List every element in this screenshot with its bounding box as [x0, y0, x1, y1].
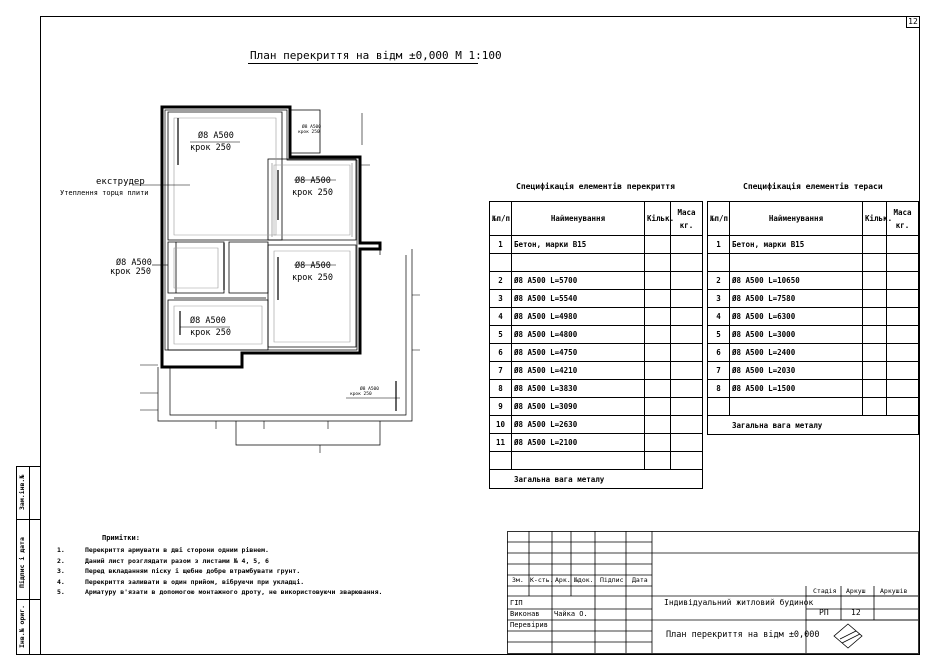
row-mass — [671, 254, 703, 272]
row-mass — [887, 236, 919, 254]
spec-terrace-h-name: Найменування — [730, 202, 863, 236]
stamp-project: Індивідуальний житловий будинок — [664, 598, 814, 607]
label-step-small2: крок 250 — [350, 392, 372, 397]
row-name — [512, 254, 645, 272]
stamp-sheet-title: План перекриття на відм ±0,000 — [666, 630, 820, 640]
row-name: Ø8 А500 L=4750 — [512, 344, 645, 362]
row-number: 6 — [708, 344, 730, 362]
spec-floor-h-mass2: кг. — [679, 220, 694, 230]
spec-terrace-body — [708, 236, 919, 416]
row-qty — [645, 362, 671, 380]
row-number: 7 — [708, 362, 730, 380]
label-insulation: Утеплення торця плити — [60, 189, 149, 197]
row-name: Ø8 А500 L=3000 — [730, 326, 863, 344]
note-number: 3. — [57, 567, 65, 575]
spec-floor-h-num: №п/п — [490, 202, 512, 236]
stamp-checked: Перевірив — [510, 621, 548, 629]
row-mass — [671, 416, 703, 434]
stamp-author: Виконав — [510, 610, 540, 618]
table-row — [708, 290, 919, 308]
row-number: 2 — [708, 272, 730, 290]
label-step-c: крок 250 — [110, 267, 151, 277]
table-row — [490, 236, 703, 254]
table-row — [708, 398, 919, 416]
note-item — [57, 577, 382, 588]
row-mass — [887, 254, 919, 272]
row-name: Ø8 А500 L=4210 — [512, 362, 645, 380]
row-number: 7 — [490, 362, 512, 380]
stamp-col-doc: №док. — [574, 576, 594, 584]
side-signature: Підпис і дата — [18, 537, 26, 588]
table-row — [490, 362, 703, 380]
row-number — [708, 398, 730, 416]
row-number: 8 — [708, 380, 730, 398]
stamp-stage-label: Стадія — [813, 587, 837, 595]
row-qty — [863, 344, 887, 362]
note-item — [57, 587, 382, 598]
row-qty — [863, 236, 887, 254]
note-number: 1. — [57, 546, 65, 554]
row-number: 3 — [490, 290, 512, 308]
table-row — [490, 380, 703, 398]
sheet-number-box: 12 — [906, 16, 919, 28]
row-name: Ø8 А500 L=4800 — [512, 326, 645, 344]
spec-terrace-h-qty: Кільк. — [863, 202, 887, 236]
row-number: 1 — [490, 236, 512, 254]
spec-terrace-title: Специфікація елементів тераси — [743, 182, 883, 191]
row-number: 9 — [490, 398, 512, 416]
row-name — [730, 254, 863, 272]
row-name — [730, 398, 863, 416]
row-number: 11 — [490, 434, 512, 452]
row-number — [708, 254, 730, 272]
note-number: 4. — [57, 577, 65, 586]
plan-title: План перекриття на відм ±0,000 М 1:100 — [250, 49, 502, 62]
stamp-stage-value: РП — [819, 608, 829, 617]
row-mass — [887, 308, 919, 326]
row-name: Ø8 А500 L=2630 — [512, 416, 645, 434]
spec-floor-h-mass — [671, 202, 703, 236]
spec-floor-title: Специфікація елементів перекриття — [516, 182, 675, 191]
spec-floor-total-row — [490, 470, 703, 489]
label-step-e: крок 250 — [190, 328, 231, 338]
spec-floor-header — [490, 202, 703, 236]
floor-plan — [40, 95, 420, 455]
label-extruder: екструдер — [96, 177, 145, 187]
row-number: 6 — [490, 344, 512, 362]
table-row — [708, 344, 919, 362]
stamp-author-name: Чайка О. — [554, 610, 588, 618]
row-mass — [671, 452, 703, 470]
table-row — [708, 326, 919, 344]
note-text: Арматуру в'язати в допомогою монтажного дроту, не використовуючи зварювання. — [85, 588, 383, 596]
note-item — [57, 566, 382, 577]
spec-floor-body — [490, 236, 703, 470]
side-inv-orig: Інв.№ ориг. — [18, 604, 26, 648]
label-step-a: крок 250 — [190, 143, 231, 153]
label-bar-b: Ø8 А500 — [295, 176, 331, 186]
note-item — [57, 556, 382, 567]
row-mass — [887, 398, 919, 416]
label-bar-small2: Ø8 А500 — [360, 387, 379, 392]
table-row — [490, 254, 703, 272]
table-row — [708, 308, 919, 326]
spec-floor-table — [489, 201, 703, 489]
row-qty — [645, 308, 671, 326]
row-qty — [645, 434, 671, 452]
table-row — [490, 398, 703, 416]
company-logo — [834, 624, 862, 648]
notes — [57, 534, 382, 598]
stamp-gip: ГІП — [510, 599, 523, 607]
spec-terrace-h-num: №п/п — [708, 202, 730, 236]
stamp-col-kst: К-сть. — [530, 576, 554, 584]
stamp-col-zm: Зм. — [512, 576, 524, 584]
row-qty — [863, 362, 887, 380]
row-mass — [887, 380, 919, 398]
row-number: 8 — [490, 380, 512, 398]
row-mass — [671, 326, 703, 344]
row-mass — [671, 272, 703, 290]
row-qty — [645, 380, 671, 398]
row-mass — [671, 308, 703, 326]
row-qty — [645, 326, 671, 344]
row-number: 2 — [490, 272, 512, 290]
table-row — [708, 362, 919, 380]
row-mass — [887, 272, 919, 290]
row-qty — [863, 254, 887, 272]
row-mass — [671, 362, 703, 380]
spec-terrace-total: Загальна вага металу — [708, 416, 919, 435]
row-qty — [645, 290, 671, 308]
table-row — [708, 236, 919, 254]
spec-terrace-h-mass2: кг. — [895, 220, 910, 230]
table-row — [708, 272, 919, 290]
stamp-col-date: Дата — [632, 576, 648, 584]
stamp-sheet-value: 12 — [851, 608, 861, 617]
row-name: Ø8 А500 L=4980 — [512, 308, 645, 326]
label-bar-a: Ø8 А500 — [198, 131, 234, 141]
row-mass — [887, 290, 919, 308]
table-row — [490, 308, 703, 326]
row-name: Ø8 А500 L=1500 — [730, 380, 863, 398]
note-text: Перекриття армувати в дві сторони одним рівнем. — [85, 546, 269, 554]
row-number — [490, 452, 512, 470]
label-bar-c: Ø8 А500 — [116, 258, 152, 268]
stamp-sheet-label: Аркуш — [846, 587, 866, 595]
plan-dimension-ticks — [140, 113, 420, 453]
row-name: Ø8 А500 L=5540 — [512, 290, 645, 308]
row-mass — [671, 434, 703, 452]
row-number — [490, 254, 512, 272]
label-bar-small1: Ø8 А500 — [302, 125, 321, 130]
note-text: Даний лист розглядати разом з листами № 4, 5, 6 — [85, 556, 269, 565]
table-row — [708, 380, 919, 398]
row-mass — [887, 362, 919, 380]
table-row — [490, 344, 703, 362]
note-text: Перекриття заливати в один прийом, вібруючи при укладці. — [85, 577, 305, 586]
row-mass — [671, 236, 703, 254]
stamp-col-ark: Арк. — [555, 576, 571, 584]
row-name: Ø8 А500 L=6300 — [730, 308, 863, 326]
spec-floor-h-mass1: Маса — [677, 207, 696, 217]
stamp-col-sign: Підпис — [600, 576, 624, 584]
row-name: Ø8 А500 L=7580 — [730, 290, 863, 308]
row-number: 3 — [708, 290, 730, 308]
row-name — [512, 452, 645, 470]
note-number: 5. — [57, 588, 65, 596]
table-row — [490, 452, 703, 470]
notes-list — [57, 545, 382, 598]
label-step-d: крок 250 — [292, 273, 333, 283]
row-mass — [671, 290, 703, 308]
note-number: 2. — [57, 556, 65, 565]
spec-terrace-table — [707, 201, 919, 435]
row-name: Бетон, марки В15 — [512, 236, 645, 254]
row-number: 4 — [490, 308, 512, 326]
row-name: Ø8 А500 L=5700 — [512, 272, 645, 290]
row-name: Ø8 А500 L=2100 — [512, 434, 645, 452]
row-qty — [863, 380, 887, 398]
spec-floor-h-name: Найменування — [512, 202, 645, 236]
row-mass — [887, 344, 919, 362]
spec-terrace-header — [708, 202, 919, 236]
row-number: 4 — [708, 308, 730, 326]
row-qty — [645, 236, 671, 254]
spec-terrace-h-mass1: Маса — [893, 207, 912, 217]
label-bar-e: Ø8 А500 — [190, 316, 226, 326]
row-qty — [863, 398, 887, 416]
label-step-b: крок 250 — [292, 188, 333, 198]
row-mass — [671, 380, 703, 398]
row-qty — [645, 416, 671, 434]
stamp-sheets-label: Аркушів — [880, 587, 908, 595]
row-name: Ø8 А500 L=3830 — [512, 380, 645, 398]
row-name: Ø8 А500 L=2400 — [730, 344, 863, 362]
row-name: Ø8 А500 L=2030 — [730, 362, 863, 380]
row-qty — [645, 272, 671, 290]
note-item — [57, 545, 382, 556]
row-qty — [645, 344, 671, 362]
row-number: 10 — [490, 416, 512, 434]
label-step-small1: крок 250 — [298, 130, 320, 135]
row-qty — [863, 308, 887, 326]
spec-floor-total: Загальна вага металу — [490, 470, 703, 489]
spec-floor-h-qty: Кільк. — [645, 202, 671, 236]
plan-title-underline — [248, 63, 478, 64]
row-mass — [671, 398, 703, 416]
row-name: Бетон, марки В15 — [730, 236, 863, 254]
row-number: 5 — [708, 326, 730, 344]
row-name: Ø8 А500 L=3090 — [512, 398, 645, 416]
note-text: Перед вкладанням піску і щебню добре втрамбувати грунт. — [85, 567, 301, 575]
table-row — [708, 254, 919, 272]
side-inv-no: Зам.інв.№ — [18, 474, 26, 510]
table-row — [490, 290, 703, 308]
table-row — [490, 326, 703, 344]
row-mass — [887, 326, 919, 344]
notes-title: Примітки: — [102, 534, 140, 542]
row-qty — [645, 452, 671, 470]
row-qty — [645, 254, 671, 272]
table-row — [490, 434, 703, 452]
row-number: 1 — [708, 236, 730, 254]
table-row — [490, 416, 703, 434]
row-mass — [671, 344, 703, 362]
table-row — [490, 272, 703, 290]
label-bar-d: Ø8 А500 — [295, 261, 331, 271]
spec-terrace-total-row — [708, 416, 919, 435]
row-qty — [863, 290, 887, 308]
row-number: 5 — [490, 326, 512, 344]
row-qty — [863, 326, 887, 344]
row-qty — [645, 398, 671, 416]
row-qty — [863, 272, 887, 290]
row-name: Ø8 А500 L=10650 — [730, 272, 863, 290]
